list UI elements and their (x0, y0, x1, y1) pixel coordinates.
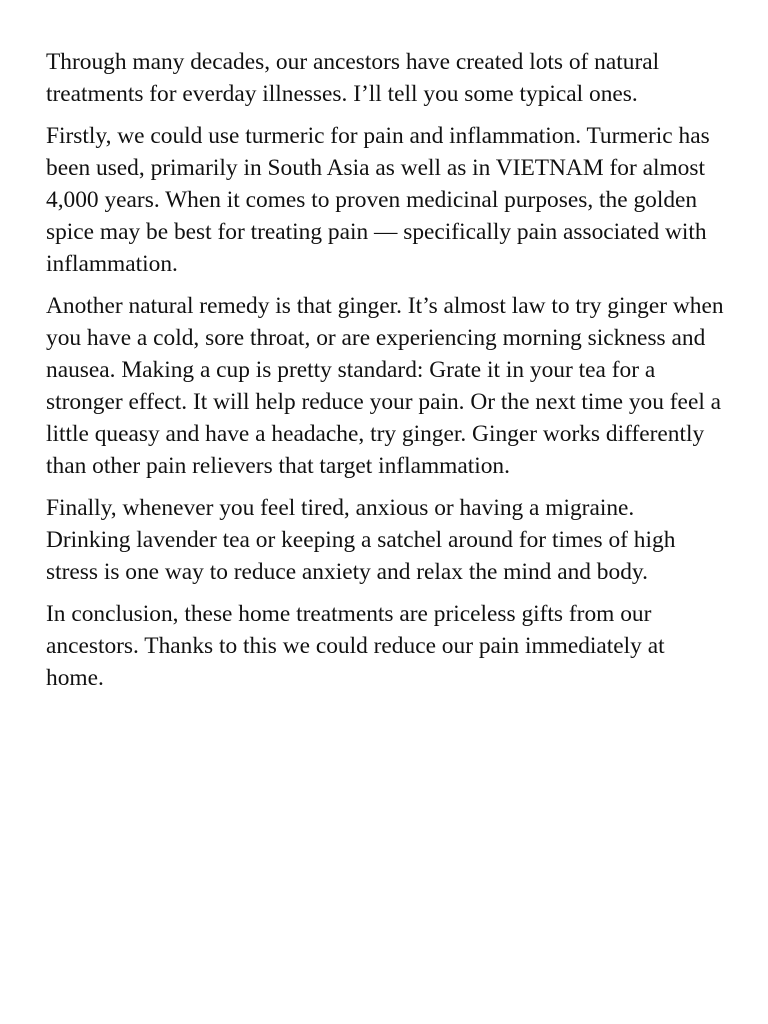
paragraph-intro: Through many decades, our ancestors have created lots of natural treatments for everday illnesses. I’ll tell you some typical ones. (46, 49, 660, 107)
paragraph-conclusion: In conclusion, these home treatments are priceless gifts from our ancestors. Thanks to this we could reduce our pain immediately at home. (46, 601, 665, 691)
paragraph-ginger: Another natural remedy is that ginger. It’s almost law to try ginger when you have a cold, sore throat, or are experiencing morning sickness and nausea. Making a cup is pretty standard: Grate it in your tea for a stronger effect. It will help reduce your pain. Or the next time you feel a little queasy and have a headache, try ginger. Ginger works differently than other pain relievers that target inflammation. (46, 293, 724, 479)
paragraph-turmeric: Firstly, we could use turmeric for pain and inflammation. Turmeric has been used, primarily in South Asia as well as in VIETNAM for almost 4,000 years. When it comes to proven medicinal purposes, the golden spice may be best for treating pain — specifically pain associated with inflammation. (46, 123, 710, 277)
paragraph-lavender: Finally, whenever you feel tired, anxious or having a migraine. Drinking lavender tea or keeping a satchel around for times of high stress is one way to reduce anxiety and relax the mind and body. (46, 495, 676, 585)
